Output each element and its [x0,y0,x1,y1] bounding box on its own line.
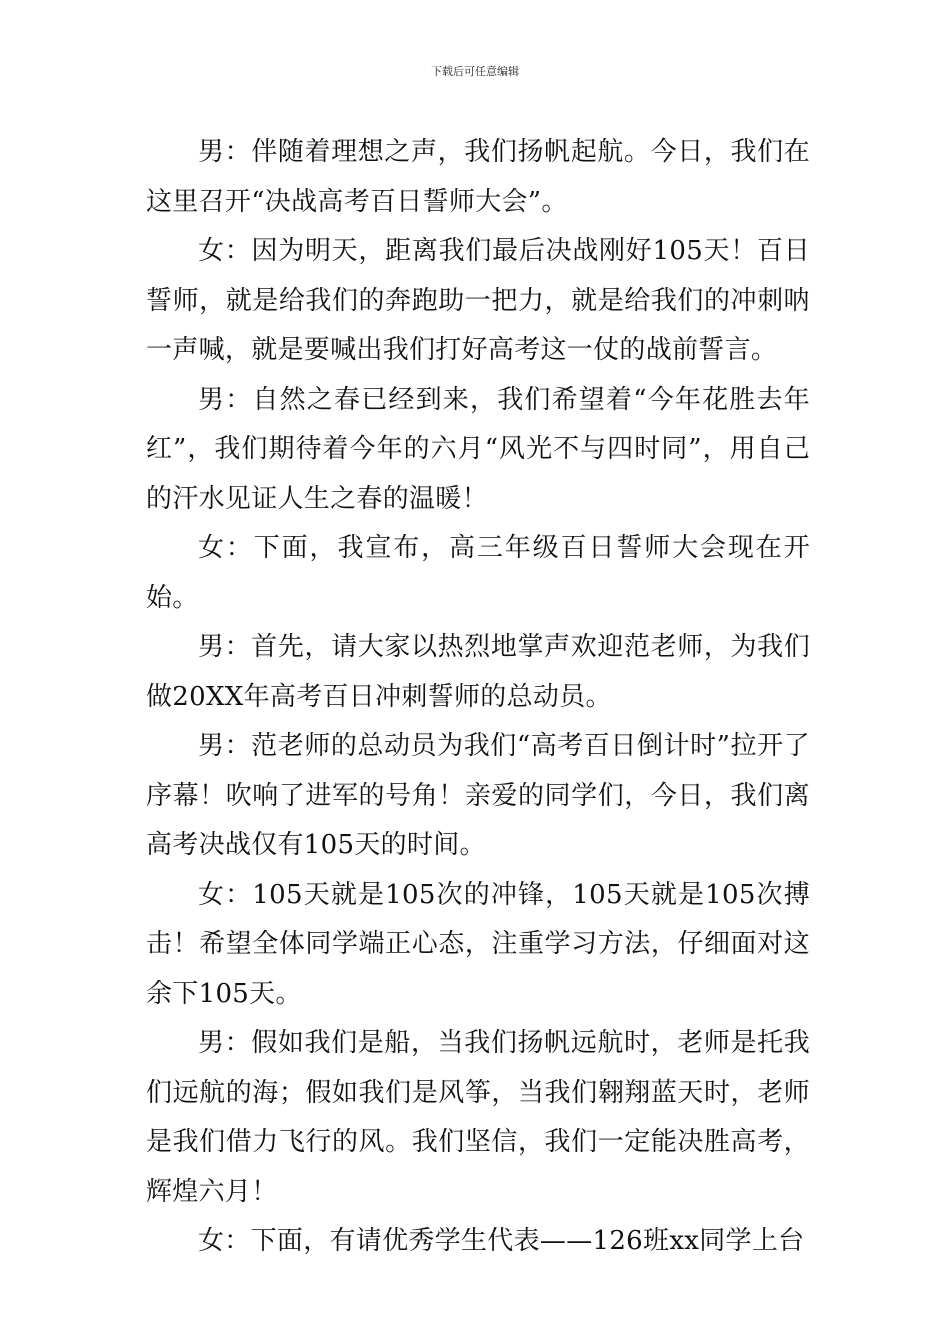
paragraph-9: 女：下面，有请优秀学生代表——126班xx同学上台 [198,1226,805,1256]
paragraph-1: 男：伴随着理想之声，我们扬帆起航。今日，我们在这里召开“决战高考百日誓师大会”。 [146,137,810,217]
paragraph-5: 男：首先，请大家以热烈地掌声欢迎范老师，为我们做20XX年高考百日冲刺誓师的总动员。 [146,632,810,712]
paragraph-6: 男：范老师的总动员为我们“高考百日倒计时”拉开了序幕！吹响了进军的号角！亲爱的同学们，今日，我们离高考决战仅有105天的时间。 [146,731,810,860]
paragraph-4: 女：下面，我宣布，高三年级百日誓师大会现在开始。 [146,533,810,613]
paragraph-7: 女：105天就是105次的冲锋，105天就是105次搏击！希望全体同学端正心态，注重学习方法，仔细面对这余下105天。 [146,879,810,1009]
paragraph-8: 男：假如我们是船，当我们扬帆远航时，老师是托我们远航的海；假如我们是风筝，当我们翱翔蓝天时，老师是我们借力飞行的风。我们坚信，我们一定能决胜高考，辉煌六月！ [146,1028,810,1207]
document-body [146,128,810,1267]
page-header: 下载后可任意编辑 [431,65,519,78]
paragraph-2: 女：因为明天，距离我们最后决战刚好105天！百日誓师，就是给我们的奔跑助一把力，就是给我们的冲刺呐一声喊，就是要喊出我们打好高考这一仗的战前誓言。 [146,236,810,365]
paragraph-3: 男：自然之春已经到来，我们希望着“今年花胜去年红”，我们期待着今年的六月“风光不与四时同”，用自己的汗水见证人生之春的温暖！ [146,384,810,514]
